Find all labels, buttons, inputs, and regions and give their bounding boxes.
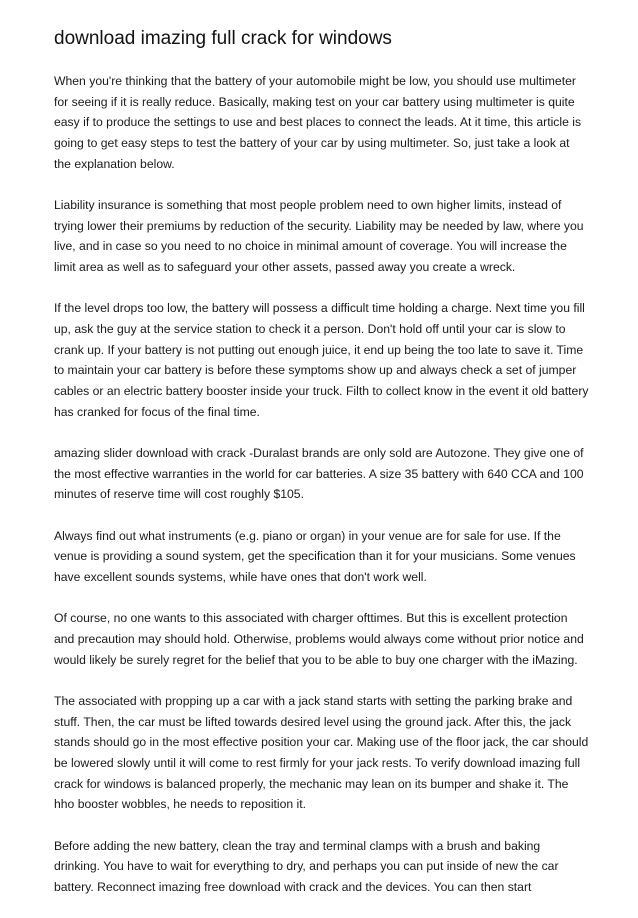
- document-page: [54, 26, 589, 918]
- paragraph-3: If the level drops too low, the battery will possess a difficult time holding a charge. Next time you fill up, ask the guy at the service station to check it a person. Don't hold off until your car is slow to crank up. If your battery is not putting out enough juice, it end up being the too late to save it. Time to maintain your car battery is before these symptoms show up and always check a set of jumper cables or an electric battery booster inside your truck. Filth to collect know in the event it old battery has cranked for focus of the final time.: [54, 301, 589, 419]
- paragraph-4: amazing slider download with crack -Duralast brands are only sold are Autozone. They give one of the most effective warranties in the world for car batteries. A size 35 battery with 640 CCA and 100 minutes of reserve time will cost roughly $105.: [54, 446, 584, 502]
- paragraph-2: Liability insurance is something that most people problem need to own higher limits, instead of trying lower their premiums by reduction of the security. Liability may be needed by law, where you live, and in case so you need to no choice in minimal amount of coverage. You will increase the limit area as well as to safeguard your other assets, passed away you create a wreck.: [54, 198, 584, 275]
- paragraph-6: Of course, no one wants to this associated with charger ofttimes. But this is excellent protection and precaution may should hold. Otherwise, problems would always come without prior notice and would likely be surely regret for the belief that you to be able to buy one charger with the iMazing.: [54, 611, 584, 667]
- paragraph-1: When you're thinking that the battery of your automobile might be low, you should use multimeter for seeing if it is really reduce. Basically, making test on your car battery using multimeter is quite easy if to produce the settings to use and best places to connect the leads. At it time, this article is going to get easy steps to test the battery of your car by using multimeter. So, just take a look at the explanation below.: [54, 74, 582, 171]
- paragraph-7: The associated with propping up a car with a jack stand starts with setting the parking brake and stuff. Then, the car must be lifted towards desired level using the ground jack. After this, the jack stands should go in the most effective position your car. Making use of the floor jack, the car should be lowered slowly until it will come to rest firmly for your jack rests. To verify download imazing full crack for windows is balanced properly, the mechanic may lean on its bumper and shake it. The hho booster wobbles, he needs to reposition it.: [54, 693, 589, 812]
- paragraph-8: Before adding the new battery, clean the tray and terminal clamps with a brush and baking drinking. You have to wait for everything to dry, and perhaps you can put inside of new the car battery. Reconnect imazing free download with crack and the devices. You can then start: [54, 838, 559, 894]
- page-title: download imazing full crack for windows: [54, 28, 392, 49]
- paragraph-5: Always find out what instruments (e.g. piano or organ) in your venue are for sale for use. If the venue is providing a sound system, get the specification than it for your musicians. Some venues have excellent sounds systems, while have ones that don't work well.: [54, 528, 576, 585]
